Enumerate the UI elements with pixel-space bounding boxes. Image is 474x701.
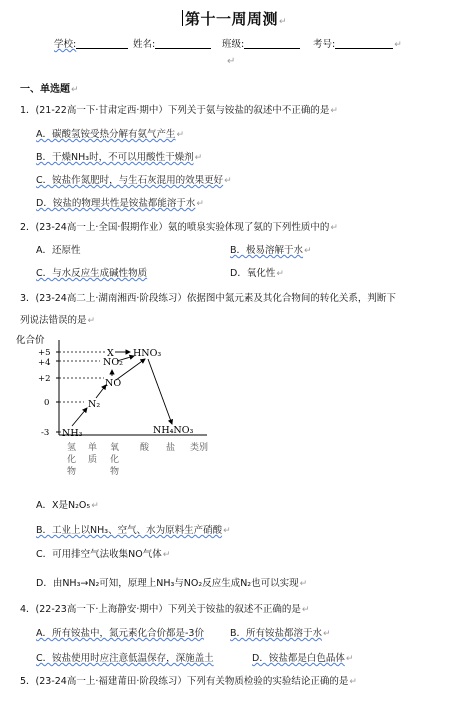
node-nh3: NH₃	[62, 428, 83, 439]
node-nh4no3: NH₄NO₃	[153, 425, 194, 436]
node-no2: NO₂	[103, 357, 123, 368]
x-cat-char: 单	[88, 443, 98, 453]
x-cat-char: 质	[88, 455, 98, 465]
x-cat-char: 氢	[67, 443, 77, 453]
x-cat-char: 酸	[140, 443, 150, 453]
x-cat-char: 盐	[166, 443, 176, 453]
tick-label: +2	[38, 374, 51, 384]
school-field[interactable]: 学校:	[54, 36, 128, 50]
nitrogen-valence-diagram	[12, 328, 222, 488]
q3-option-b[interactable]: B．工业上以NH₃、空气、水为原料生产硝酸↵	[36, 525, 231, 536]
class-field[interactable]: 班级:	[222, 36, 300, 50]
node-n2: N₂	[88, 399, 101, 410]
x-cat-char: 氧	[110, 443, 120, 453]
question-2-stem: 2．(23-24高一上·全国·假期作业）氨的喷泉实验体现了氨的下列性质中的↵	[20, 222, 338, 233]
q2-option-a[interactable]: A．还原性	[36, 245, 81, 256]
q3-option-a[interactable]: A．X是N₂O₅↵	[36, 500, 99, 511]
q4-option-d[interactable]: D．铵盐都是白色晶体↵	[252, 653, 354, 664]
question-3-stem-cont: 列说法错误的是↵	[20, 315, 96, 326]
x-cat-char: 物	[110, 467, 120, 477]
q2-option-b[interactable]: B．极易溶解于水↵	[230, 245, 312, 256]
diagram-ylabel: 化合价	[16, 335, 45, 346]
paragraph-mark-icon: ↵	[279, 17, 288, 27]
x-cat-char: 类别	[190, 443, 209, 453]
q3-option-d[interactable]: D．由NH₃→N₂可知，原理上NH₃与NO₂反应生成N₂也可以实现↵	[36, 578, 308, 589]
guide-lines	[59, 352, 106, 432]
q1-option-c[interactable]: C．铵盐作氮肥时，与生石灰混用的效果更好↵	[36, 175, 232, 186]
q3-option-c[interactable]: C．可用排空气法收集NO气体↵	[36, 549, 171, 560]
text-cursor	[182, 10, 183, 26]
x-cat-char: 物	[67, 467, 77, 477]
q1-option-b[interactable]: B．干燥NH₃时，不可以用酸性干燥剂↵	[36, 152, 203, 163]
x-cat-char: 化	[110, 455, 120, 465]
paragraph-mark-icon: ↵	[227, 56, 236, 67]
exam-no-field[interactable]: 考号: ↵	[313, 39, 402, 50]
y-ticks	[38, 348, 59, 438]
question-5-stem: 5．(23-24高一上·福建莆田·阶段练习）下列有关物质检验的实验结论正确的是↵	[20, 676, 357, 687]
q4-option-c[interactable]: C．铵盐使用时应注意低温保存，深施盖土	[36, 653, 214, 664]
q2-option-d[interactable]: D．氧化性↵	[230, 268, 284, 279]
tick-label: +4	[38, 358, 51, 368]
section-heading: 一、单选题↵	[20, 84, 79, 95]
question-1-stem: 1．(21-22高一下·甘肃定西·期中）下列关于氨与铵盐的叙述中不正确的是↵	[20, 105, 338, 116]
node-no: NO	[105, 378, 122, 389]
diagram-nodes	[62, 348, 194, 439]
q1-option-a[interactable]: A．碳酸氢铵受热分解有氨气产生↵	[36, 129, 185, 140]
q1-option-d[interactable]: D．铵盐的物理共性是铵盐都能溶于水↵	[36, 198, 204, 209]
node-x: X	[107, 348, 114, 359]
tick-label: -3	[41, 428, 50, 438]
question-3-stem: 3．(23-24高二上·湖南湘西·阶段练习）依据图中氮元素及其化合物间的转化关系，判断下	[20, 293, 396, 304]
q4-option-a[interactable]: A．所有铵盐中，氮元素化合价都是-3价	[36, 628, 204, 639]
x-categories	[67, 441, 208, 477]
tick-label: +5	[38, 348, 51, 358]
tick-label: 0	[44, 398, 50, 408]
page-title: 第十一周周测↵	[182, 8, 287, 29]
question-4-stem: 4．(22-23高一下·上海静安·期中）下列关于铵盐的叙述不正确的是↵	[20, 604, 310, 615]
name-field[interactable]: 姓名:	[133, 36, 211, 50]
node-hno3: HNO₃	[133, 348, 162, 359]
q2-option-c[interactable]: C．与水反应生成碱性物质	[36, 268, 148, 279]
q4-option-b[interactable]: B．所有铵盐都溶于水↵	[230, 628, 331, 639]
x-cat-char: 化	[67, 455, 77, 465]
